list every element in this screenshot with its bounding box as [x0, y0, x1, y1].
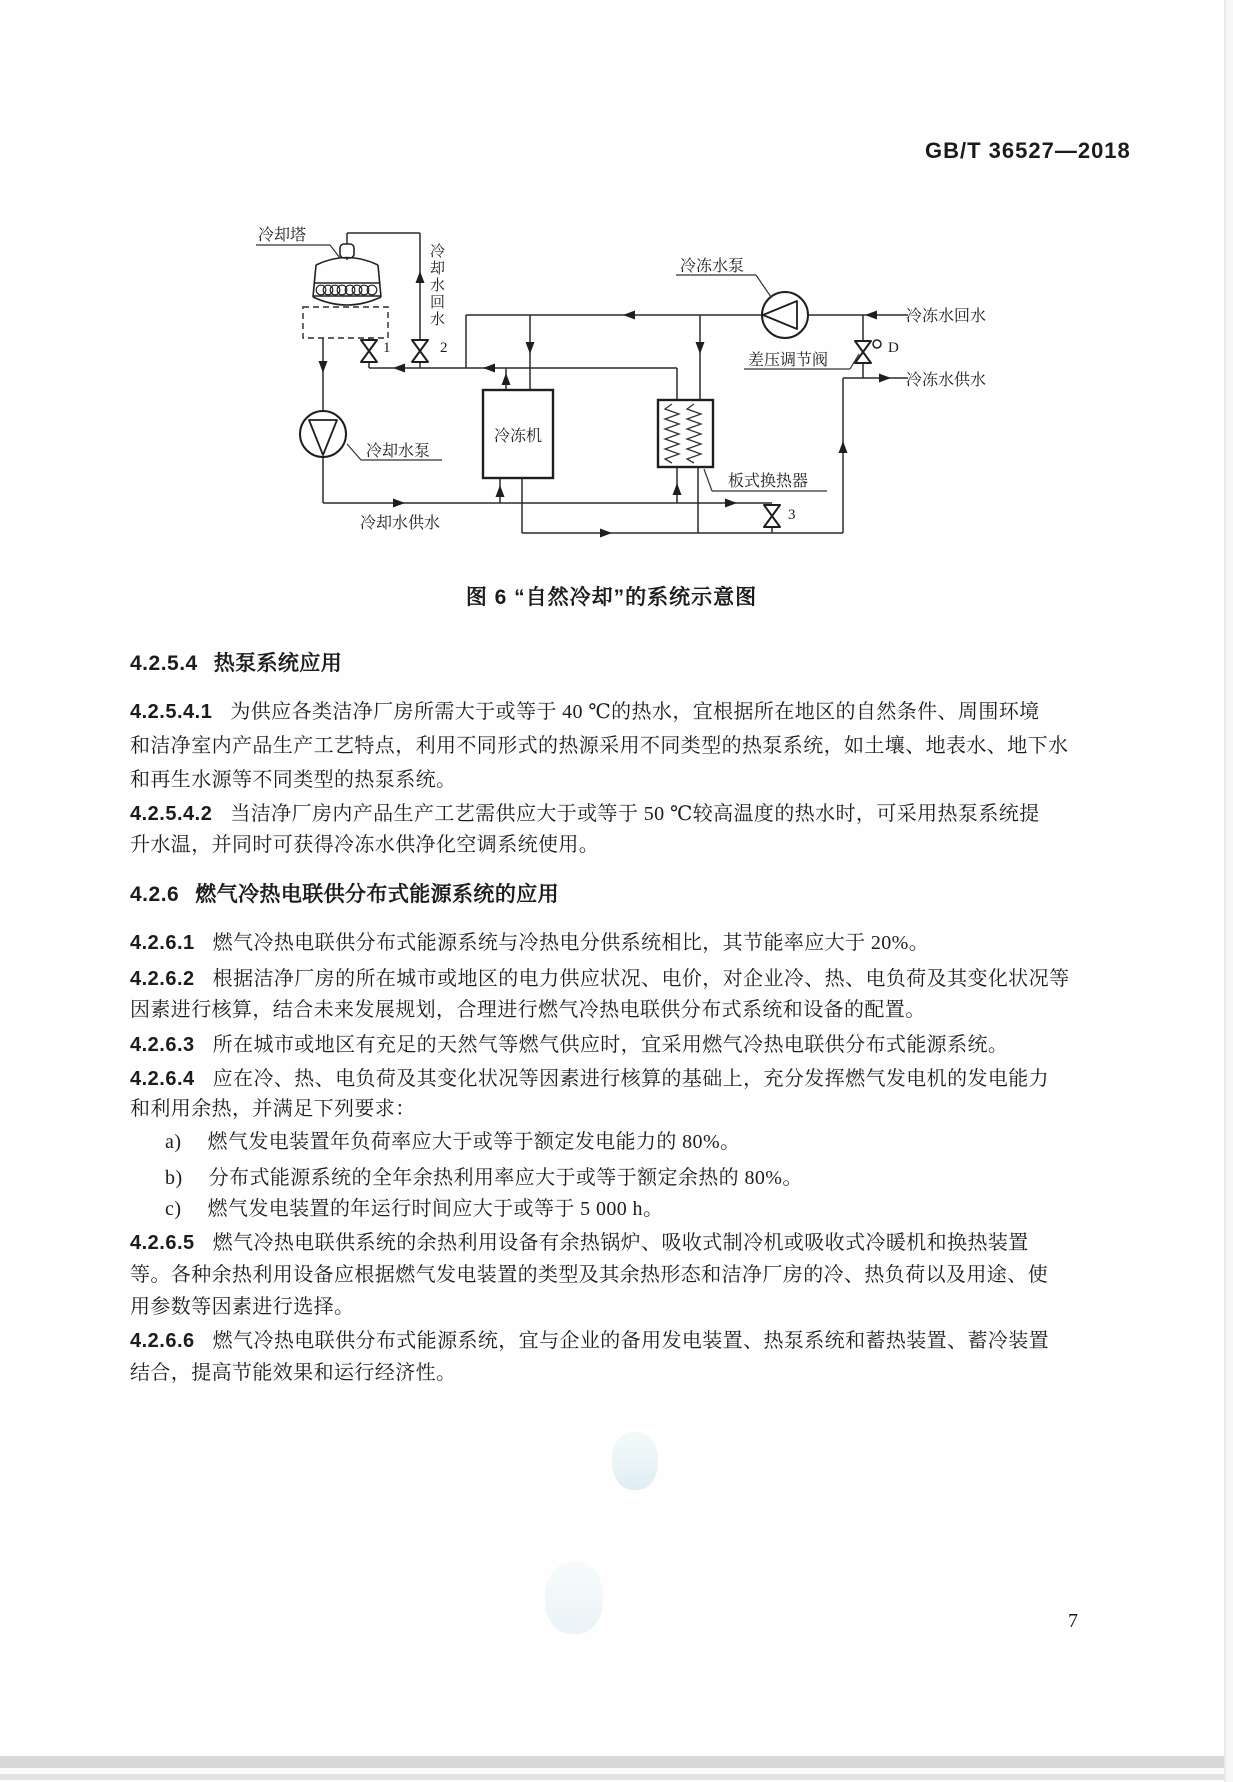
clause-text: 和再生水源等不同类型的热泵系统。 — [130, 769, 457, 791]
text-line — [130, 735, 1068, 757]
clause-number: 4.2.6.2 — [130, 968, 195, 990]
clause-text: 和利用余热，并满足下列要求： — [130, 1098, 416, 1120]
clause-text: 为供应各类洁净厂房所需大于或等于 40 ℃的热水，宜根据所在地区的自然条件、周围环境 — [230, 701, 1040, 723]
clause-number: 4.2.5.4.2 — [130, 803, 213, 825]
label-cooling-water-pump: 冷却水泵 — [366, 443, 431, 460]
clause-number: 4.2.6.6 — [130, 1330, 195, 1352]
clause-number: 4.2.5.4.1 — [130, 701, 213, 723]
text-line — [130, 1296, 354, 1318]
label-plate-heat-exchanger: 板式换热器 — [728, 473, 809, 490]
section-heading — [130, 884, 559, 906]
clause-number: 4.2.6.1 — [130, 932, 195, 954]
text-line — [130, 803, 1040, 825]
clause-text: 当洁净厂房内产品生产工艺需供应大于或等于 50 ℃较高温度的热水时，可采用热泵系统提 — [230, 803, 1040, 825]
clause-text: 分布式能源系统的全年余热利用率应大于或等于额定余热的 80%。 — [208, 1167, 803, 1189]
label-valve-2: 2 — [440, 340, 448, 356]
text-line — [130, 999, 926, 1021]
label-chilled-water-supply: 冷冻水供水 — [906, 372, 987, 389]
clause-text: 等。各种余热利用设备应根据燃气发电装置的类型及其余热形态和洁净厂房的冷、热负荷以及用途、使 — [130, 1264, 1048, 1286]
list-item — [165, 1167, 803, 1189]
clause-text: 燃气冷热电联供系统的余热利用设备有余热锅炉、吸收式制冷机或吸收式冷暖机和换热装置 — [212, 1232, 1029, 1254]
text-line — [130, 1098, 416, 1120]
clause-number: 4.2.6 — [130, 883, 180, 906]
clause-text: 根据洁净厂房的所在城市或地区的电力供应状况、电价，对企业冷、热、电负荷及其变化状况等 — [212, 968, 1070, 990]
clause-number: 4.2.6.5 — [130, 1232, 195, 1254]
section-heading — [130, 653, 342, 675]
text-line — [130, 769, 456, 791]
label-chilled-water-return: 冷冻水回水 — [906, 308, 987, 325]
clause-text: 燃气发电装置的年运行时间应大于或等于 5 000 h。 — [207, 1198, 664, 1220]
clause-text: 升水温，并同时可获得冷冻水供净化空调系统使用。 — [130, 834, 600, 856]
clause-text: 燃气冷热电联供分布式能源系统与冷热电分供系统相比，其节能率应大于 20%。 — [212, 932, 930, 954]
clause-number: a) — [165, 1131, 182, 1153]
label-cooling-water-return: 冷却水回水 — [428, 243, 445, 328]
list-item — [165, 1198, 663, 1220]
clause-number: c) — [165, 1198, 182, 1220]
label-chiller: 冷冻机 — [493, 428, 542, 445]
label-valve-d: D — [888, 340, 899, 356]
label-chilled-water-pump: 冷冻水泵 — [680, 258, 745, 275]
text-line — [130, 1362, 456, 1384]
label-valve-1: 1 — [383, 340, 391, 356]
text-line — [130, 932, 929, 954]
text-line — [130, 968, 1069, 990]
text-line — [130, 834, 599, 856]
clause-text: 热泵系统应用 — [213, 652, 343, 675]
text-line — [130, 701, 1040, 723]
figure-caption: 图 6 “自然冷却”的系统示意图 — [465, 586, 758, 609]
text-line — [130, 1264, 1048, 1286]
label-pressure-diff-valve: 差压调节阀 — [748, 352, 829, 369]
scan-artifact-right-edge — [1224, 0, 1233, 1782]
label-cooling-water-supply: 冷却水供水 — [360, 515, 441, 532]
clause-text: 燃气发电装置年负荷率应大于或等于额定发电能力的 80%。 — [207, 1131, 741, 1153]
label-cooling-tower: 冷却塔 — [258, 227, 307, 244]
text-line — [130, 1068, 1049, 1090]
clause-number: 4.2.6.3 — [130, 1034, 195, 1056]
page-number: 7 — [1068, 1610, 1078, 1632]
clause-text: 燃气冷热电联供分布式能源系统，宜与企业的备用发电装置、热泵系统和蓄热装置、蓄冷装置 — [212, 1330, 1050, 1352]
list-item — [165, 1131, 740, 1153]
clause-text: 燃气冷热电联供分布式能源系统的应用 — [195, 883, 560, 906]
text-line — [130, 1034, 1008, 1056]
clause-number: 4.2.6.4 — [130, 1068, 195, 1090]
label-valve-3: 3 — [788, 507, 796, 523]
clause-number: 4.2.5.4 — [130, 652, 198, 675]
text-line — [130, 1232, 1029, 1254]
scan-artifact-bottom — [0, 1774, 1233, 1780]
text-line — [130, 1330, 1049, 1352]
clause-text: 所在城市或地区有充足的天然气等燃气供应时，宜采用燃气冷热电联供分布式能源系统。 — [212, 1034, 1009, 1056]
clause-text: 和洁净室内产品生产工艺特点，利用不同形式的热源采用不同类型的热泵系统，如土壤、地表水、地下水 — [130, 735, 1069, 757]
clause-text: 因素进行核算，结合未来发展规划，合理进行燃气冷热电联供分布式系统和设备的配置。 — [130, 999, 926, 1021]
scan-artifact-bottom — [0, 1756, 1233, 1768]
standard-code: GB/T 36527—2018 — [925, 138, 1131, 163]
clause-text: 结合，提高节能效果和运行经济性。 — [130, 1362, 457, 1384]
clause-text: 用参数等因素进行选择。 — [130, 1296, 355, 1318]
clause-number: b) — [165, 1167, 183, 1189]
clause-text: 应在冷、热、电负荷及其变化状况等因素进行核算的基础上，充分发挥燃气发电机的发电能力 — [212, 1068, 1050, 1090]
